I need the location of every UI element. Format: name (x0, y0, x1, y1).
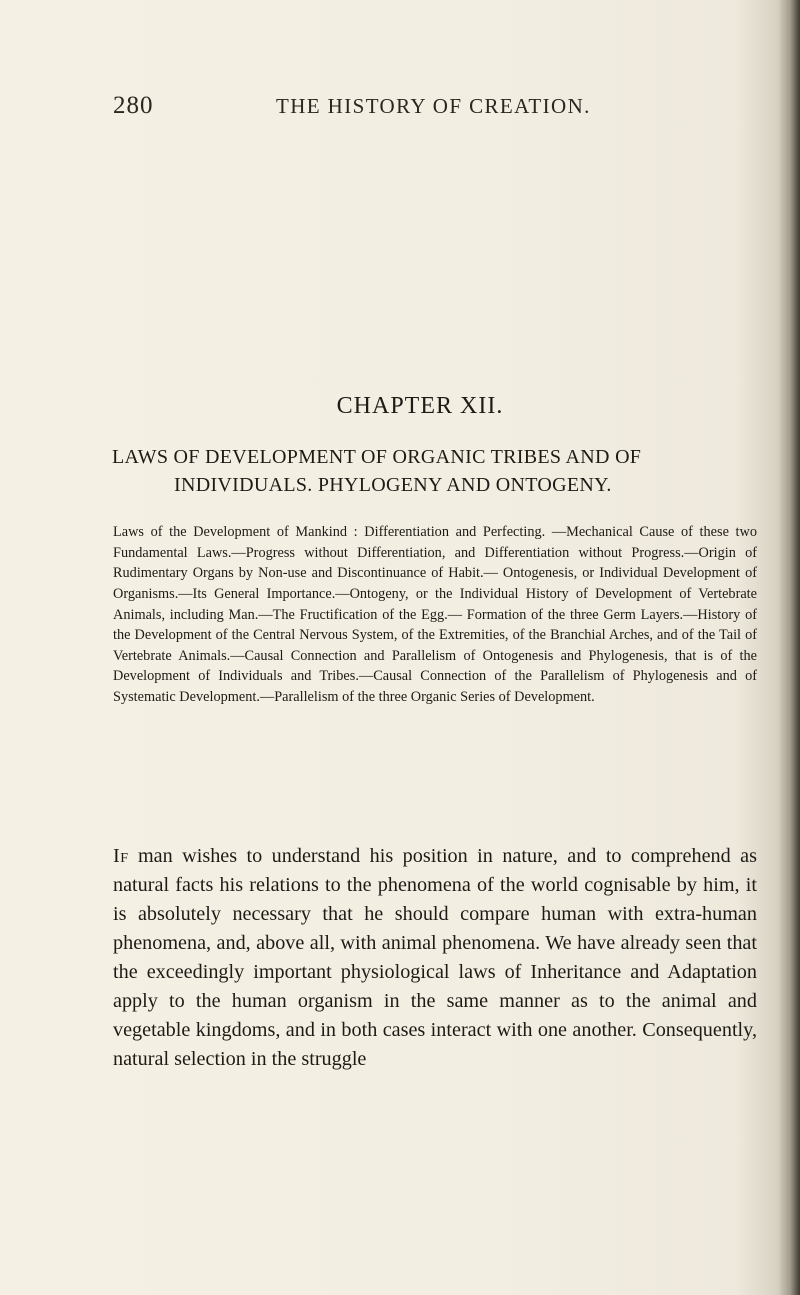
chapter-title: CHAPTER XII. (336, 393, 504, 419)
chapter-heading-line-1: LAWS OF DEVELOPMENT OF ORGANIC TRIBES AND OF (112, 446, 642, 468)
chapter-synopsis: Laws of the Development of Mankind : Differentiation and Perfecting. —Mechanical Cause of these two Fundamental Laws.—Progress without Differentiation, and Differentiation without Progress.—Origin of Rudimentary Organs by Non-use and Discontinuance of Habit.— Ontogenesis, or Individual Development of Organisms.—Its General Importance.—Ontogeny, or the Individual History of Development of Vertebrate Animals, including Man.—The Fructification of the Egg.— Formation of the three Germ Layers.—History of the Development of the Central Nervous System, of the Extremities, of the Branchial Arches, and of the Tail of Vertebrate Animals.—Causal Connection and Parallelism of Ontogenesis and Phylogenesis, that is of the Development of Individuals and Tribes.—Causal Connection of the Parallelism of Phylogenesis and of Systematic Development.—Parallelism of the three Organic Series of Development. (113, 524, 757, 706)
opening-word: If (113, 845, 129, 868)
page-number: 280 (113, 92, 154, 119)
page-header (113, 92, 753, 122)
body-paragraph-text: man wishes to understand his position in nature, and to comprehend as natural facts his relations to the phenomena of the world cognisable by him, it is absolutely necessary that he should compare human with extra-human phenomena, and, above all, with animal phenomena. We have already seen that the exceedingly important physiological laws of Inheritance and Adaptation apply to the human organism in the same manner as to the animal and vegetable kingdoms, and in both cases interact with one another. Consequently, natural selection in the struggle (113, 845, 757, 1070)
running-head: THE HISTORY OF CREATION. (276, 94, 591, 118)
body-paragraph (113, 842, 757, 1073)
chapter-heading-line-2: INDIVIDUALS. PHYLOGENY AND ONTOGENY. (174, 474, 612, 496)
page-edge-shadow (778, 0, 800, 1295)
chapter-heading (112, 443, 757, 499)
